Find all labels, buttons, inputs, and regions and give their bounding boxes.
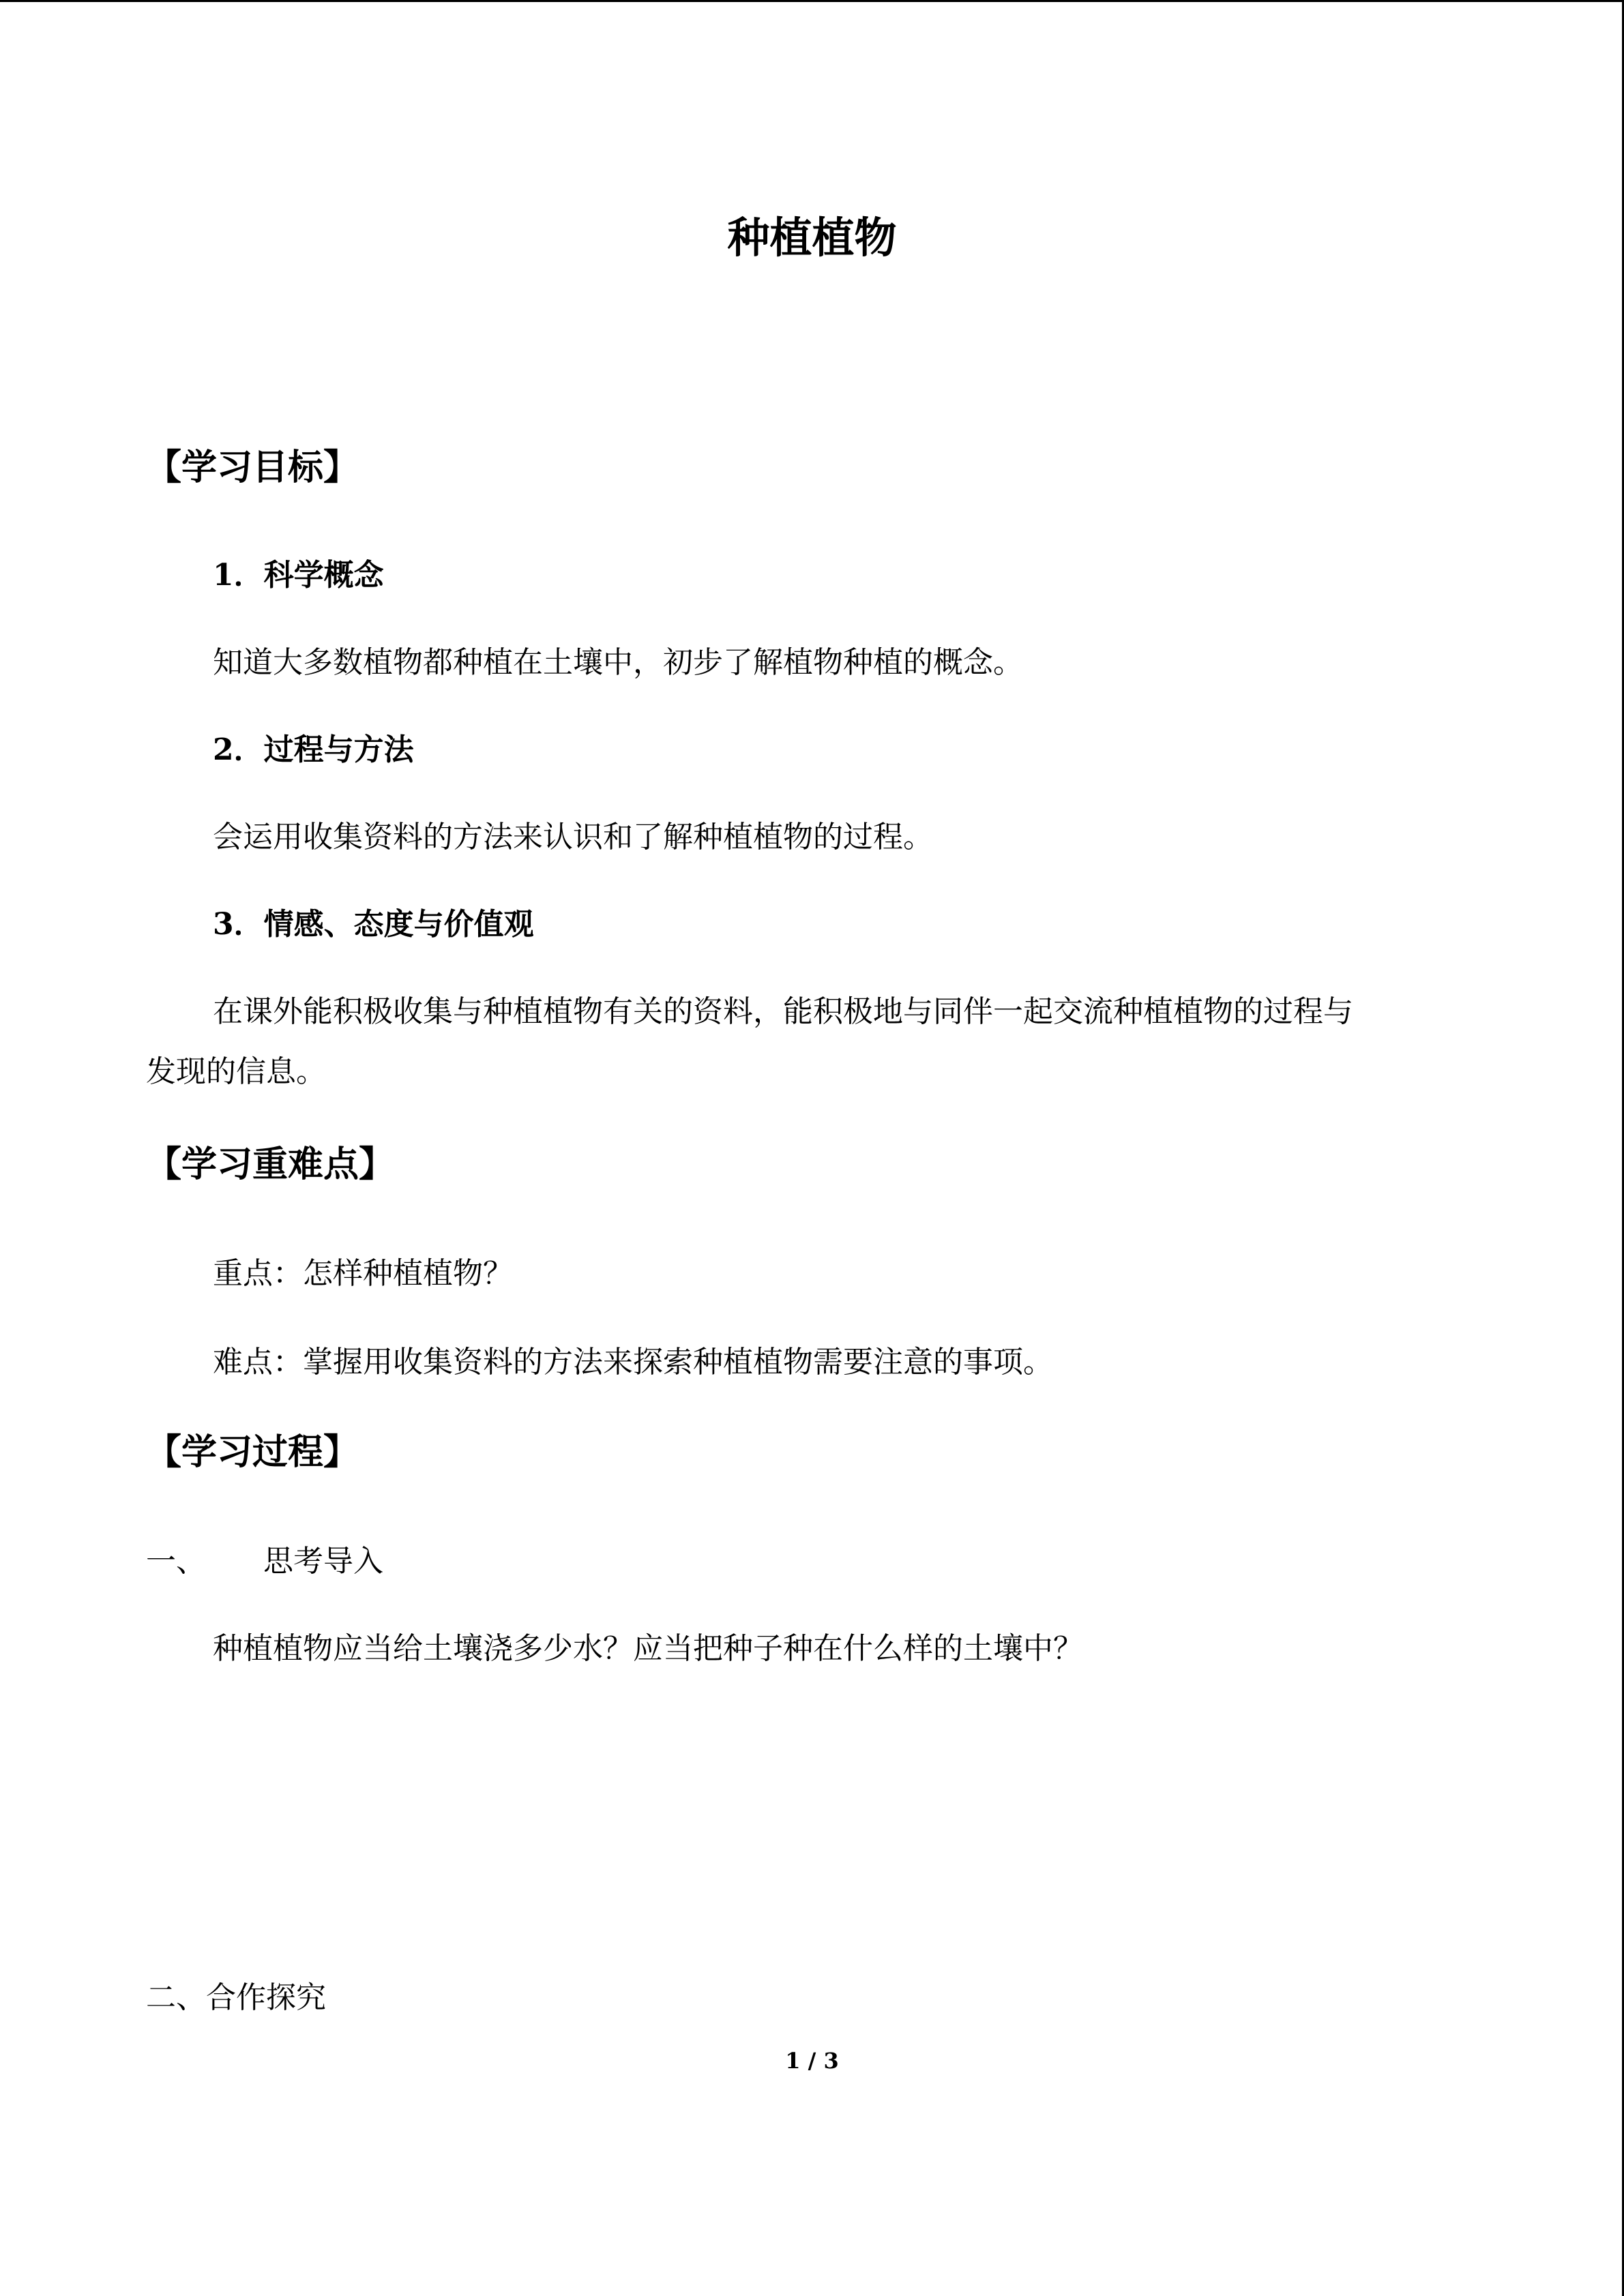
objective-label-attitude: 3．情感、态度与价值观 bbox=[213, 907, 534, 942]
objective-text-attitude-line2: 发现的信息。 bbox=[146, 1054, 326, 1089]
objective-text-concept: 知道大多数植物都种植在土壤中，初步了解植物种植的概念。 bbox=[213, 645, 1023, 680]
difficulty-text: 难点：掌握用收集资料的方法来探索种植植物需要注意的事项。 bbox=[213, 1345, 1053, 1380]
step2-title: 二、合作探究 bbox=[146, 1980, 326, 2015]
key-point-text: 重点：怎样种植植物？ bbox=[213, 1256, 513, 1291]
objective-label-method: 2．过程与方法 bbox=[213, 732, 414, 767]
heading-key-points: 【学习重难点】 bbox=[146, 1144, 395, 1185]
step1-title: 思考导入 bbox=[263, 1544, 383, 1579]
heading-process: 【学习过程】 bbox=[146, 1432, 359, 1473]
heading-objectives: 【学习目标】 bbox=[146, 447, 359, 488]
page-number: 1 / 3 bbox=[785, 2048, 839, 2074]
objective-label-concept: 1．科学概念 bbox=[213, 558, 384, 593]
objective-text-attitude-line1: 在课外能积极收集与种植植物有关的资料，能积极地与同伴一起交流种植植物的过程与 bbox=[213, 994, 1353, 1029]
step1-question: 种植植物应当给土壤浇多少水？应当把种子种在什么样的土壤中？ bbox=[213, 1631, 1083, 1666]
page-title: 种植植物 bbox=[727, 213, 897, 263]
objective-text-method: 会运用收集资料的方法来认识和了解种植植物的过程。 bbox=[213, 820, 933, 854]
step1-number: 一、 bbox=[146, 1544, 206, 1579]
